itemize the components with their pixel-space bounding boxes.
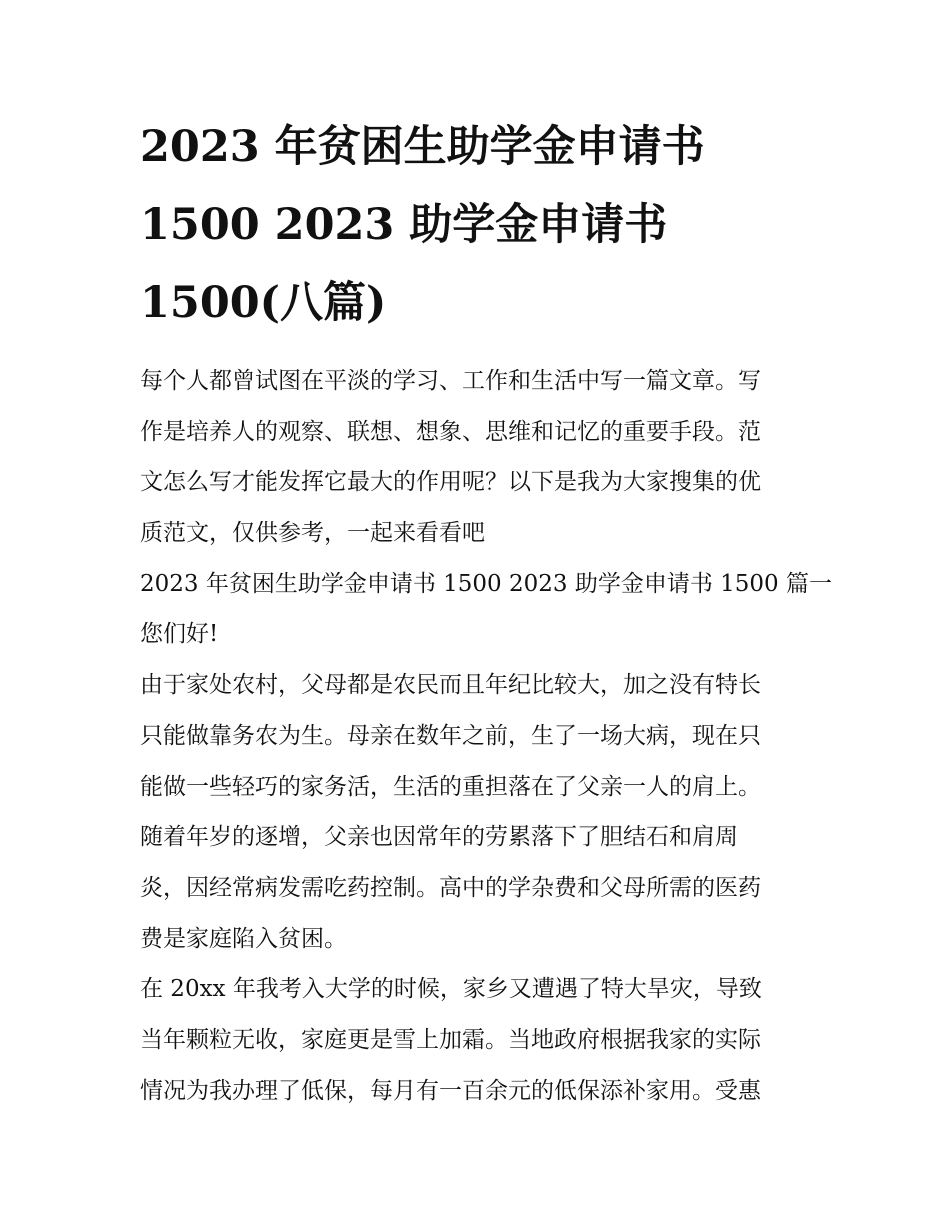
- document-body: [140, 356, 830, 1116]
- body-line-10: 随着年岁的逐增，父亲也因常年的劳累落下了胆结石和肩周: [140, 824, 738, 851]
- title-line-1: 2023 年贫困生助学金申请书: [140, 122, 705, 172]
- body-line-1: 每个人都曾试图在平淡的学习、工作和生活中写一篇文章。写: [140, 368, 761, 394]
- title-line-3: 1500(八篇): [140, 278, 387, 328]
- body-line-9: 能做一些轻巧的家务活，生活的重担落在了父亲一人的肩上。: [140, 773, 761, 800]
- body-line-13: 在 20xx 年我考入大学的时候，家乡又遭遇了特大旱灾，导致: [140, 976, 762, 1003]
- section-heading-line: 2023 年贫困生助学金申请书 1500 2023 助学金申请书 1500 篇一: [140, 570, 832, 597]
- body-line-12: 费是家庭陷入贫困。: [140, 925, 347, 952]
- body-line-4: 质范文，仅供参考，一起来看看吧: [140, 520, 485, 547]
- body-line-3: 文怎么写才能发挥它最大的作用呢？以下是我为大家搜集的优: [140, 469, 761, 496]
- body-line-15: 情况为我办理了低保，每月有一百余元的低保添补家用。受惠: [140, 1077, 761, 1104]
- body-line-2: 作是培养人的观察、联想、想象、思维和记忆的重要手段。范: [140, 418, 761, 445]
- salutation-line: 您们好!: [140, 621, 219, 648]
- document-title: [140, 108, 830, 342]
- title-line-2: 1500 2023 助学金申请书: [140, 200, 668, 250]
- body-line-7: 由于家处农村，父母都是农民而且年纪比较大，加之没有特长: [140, 672, 761, 699]
- body-line-11: 炎，因经常病发需吃药控制。高中的学杂费和父母所需的医药: [140, 874, 761, 901]
- body-line-8: 只能做靠务农为生。母亲在数年之前，生了一场大病，现在只: [140, 722, 761, 749]
- body-line-14: 当年颗粒无收，家庭更是雪上加霜。当地政府根据我家的实际: [140, 1026, 761, 1053]
